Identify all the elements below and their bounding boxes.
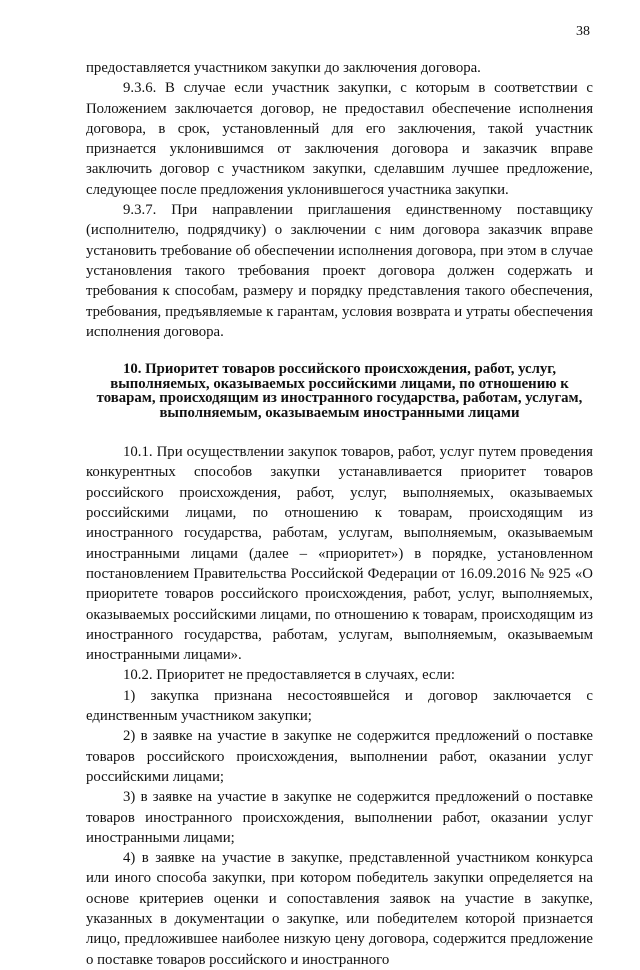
page-number: 38 (576, 24, 590, 39)
document-body (86, 58, 593, 970)
list-item-2: 2) в заявке на участие в закупке не содержится предложений о поставке товаров российского происхождения, выполнении работ, оказании услуг российскими лицами; (86, 728, 593, 785)
paragraph-9-3-6: 9.3.6. В случае если участник закупки, с которым в соответствии с Положением заключается договор, не предоставил обеспечение исполнения договора, в срок, установленный для его заключения, такой участник признается уклонившимся от заключения договора и заказчик вправе заключить договор с участником закупки, сделавшим лучшее предложение, следующее после предложения уклонившегося участника закупки. (86, 80, 593, 198)
paragraph: предоставляется участником закупки до заключения договора. (86, 60, 481, 76)
paragraph-10-1: 10.1. При осуществлении закупок товаров, работ, услуг путем проведения конкурентных способов закупки устанавливается приоритет товаров российского происхождения, работ, услуг, выполняемых, оказываемых российскими лицами, по отношению к товарам, происходящим из иностранного государства, работам, услугам, выполняемым, оказываемым иностранными лицами (далее – «приоритет») в порядке, установленном постановлением Правительства Российской Федерации от 16.09.2016 № 925 «О приоритете товаров российского происхождения, работ, услуг, выполняемых, оказываемых российскими лицами, по отношению к товарам, происходящим из иностранного государства, работам, услугам, выполняемым, оказываемым иностранными лицами». (86, 444, 593, 664)
paragraph-9-3-7: 9.3.7. При направлении приглашения единственному поставщику (исполнителю, подрядчику) о заключении с ним договора заказчик вправе установить требование об обеспечении исполнения договора, при этом в случае установления такого требования проект договора должен содержать и требования к способам, размеру и порядку представления такого обеспечения, требования, предъявляемые к гарантам, условия возврата и утраты обеспечения исполнения договора. (86, 202, 593, 340)
paragraph-10-2: 10.2. Приоритет не предоставляется в случаях, если: (123, 667, 455, 684)
section-heading: 10. Приоритет товаров российского происхождения, работ, услуг, выполняемых, оказываемых российскими лицами, по отношению к товарам, происходящим из иностранного государства, работам, услугам, выполняемым, оказываемым иностранными лицами (96, 361, 583, 421)
list-item-1: 1) закупка признана несостоявшейся и договор заключается с единственным участником закупки; (86, 687, 593, 725)
list-item-4: 4) в заявке на участие в закупке, представленной участником конкурса или иного способа закупки, при котором победитель закупки определяется на основе критериев оценки и сопоставления заявок на участие в закупке, указанных в документации о закупке, или победителем которой признается лицо, предложившее наиболее низкую цену договора, содержится предложение о поставке товаров российского и иностранного (86, 850, 593, 968)
list-item-3: 3) в заявке на участие в закупке не содержится предложений о поставке товаров иностранного происхождения, выполнении работ, оказании услуг иностранными лицами; (86, 789, 593, 846)
